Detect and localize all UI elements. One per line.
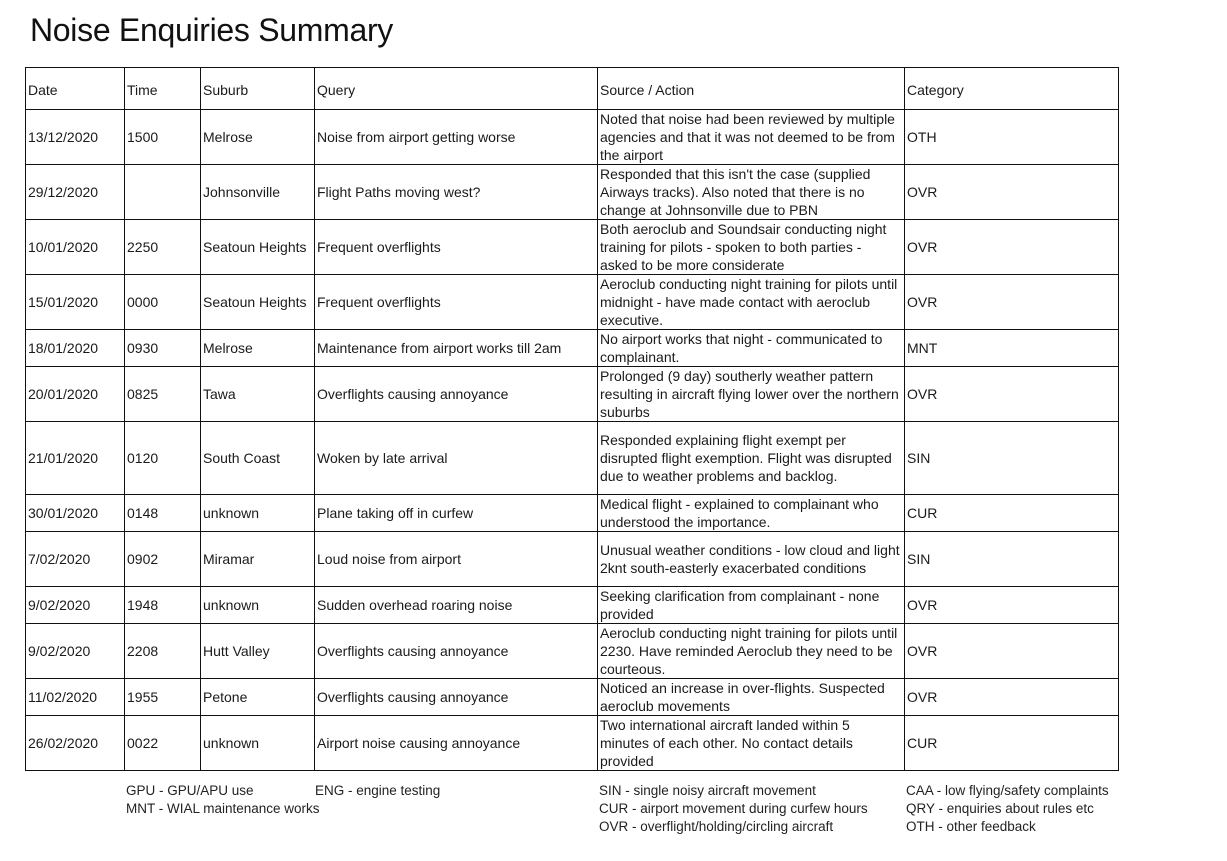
cell-source-action: Two international aircraft landed within 5 minutes of each other. No contact details provided (598, 716, 905, 771)
cell-suburb: South Coast (201, 422, 315, 495)
cell-source-action: Medical flight - explained to complainant who understood the importance. (598, 495, 905, 532)
cell-date: 15/01/2020 (26, 275, 125, 330)
cell-time: 0825 (125, 367, 201, 422)
cell-suburb: Hutt Valley (201, 624, 315, 679)
cell-date: 9/02/2020 (26, 624, 125, 679)
enquiries-table (25, 67, 1119, 771)
cell-category: SIN (905, 532, 1119, 587)
cell-source-action: Seeking clarification from complainant - none provided (598, 587, 905, 624)
cell-category: OVR (905, 165, 1119, 220)
cell-category: OVR (905, 587, 1119, 624)
cell-source-action: Both aeroclub and Soundsair conducting night training for pilots - spoken to both parties - asked to be more considerate (598, 220, 905, 275)
cell-date: 29/12/2020 (26, 165, 125, 220)
table-row (26, 330, 1119, 367)
cell-category: SIN (905, 422, 1119, 495)
cell-date: 10/01/2020 (26, 220, 125, 275)
cell-source-action: Prolonged (9 day) southerly weather pattern resulting in aircraft flying lower over the northern suburbs (598, 367, 905, 422)
cell-source-action: Responded explaining flight exempt per disrupted flight exemption. Flight was disrupted due to weather problems and backlog. (598, 422, 905, 495)
cell-time: 1500 (125, 110, 201, 165)
header-suburb: Suburb (201, 68, 315, 110)
cell-category: MNT (905, 330, 1119, 367)
cell-query: Woken by late arrival (315, 422, 598, 495)
table-body (26, 110, 1119, 771)
legend-sin: SIN - single noisy aircraft movement (599, 783, 816, 798)
cell-category: CUR (905, 716, 1119, 771)
cell-suburb: Seatoun Heights (201, 275, 315, 330)
cell-time (125, 165, 201, 220)
header-source-action: Source / Action (598, 68, 905, 110)
cell-query: Noise from airport getting worse (315, 110, 598, 165)
cell-suburb: unknown (201, 495, 315, 532)
cell-suburb: Miramar (201, 532, 315, 587)
cell-suburb: Melrose (201, 330, 315, 367)
cell-date: 20/01/2020 (26, 367, 125, 422)
page-title: Noise Enquiries Summary (30, 12, 394, 48)
cell-query: Overflights causing annoyance (315, 624, 598, 679)
cell-category: OVR (905, 220, 1119, 275)
cell-query: Overflights causing annoyance (315, 367, 598, 422)
cell-time: 0148 (125, 495, 201, 532)
legend-column-3 (599, 782, 868, 836)
table-header-row (26, 68, 1119, 110)
header-time: Time (125, 68, 201, 110)
cell-source-action: Aeroclub conducting night training for pilots until 2230. Have reminded Aeroclub they need to be courteous. (598, 624, 905, 679)
cell-time: 1955 (125, 679, 201, 716)
legend-oth: OTH - other feedback (906, 819, 1036, 834)
table-row (26, 716, 1119, 771)
header-category: Category (905, 68, 1119, 110)
cell-query: Overflights causing annoyance (315, 679, 598, 716)
table-row (26, 495, 1119, 532)
cell-source-action: Responded that this isn't the case (supplied Airways tracks). Also noted that there is no change at Johnsonville due to PBN (598, 165, 905, 220)
cell-time: 0930 (125, 330, 201, 367)
legend-column-2 (315, 782, 440, 800)
cell-query: Sudden overhead roaring noise (315, 587, 598, 624)
cell-source-action: Noted that noise had been reviewed by multiple agencies and that it was not deemed to be from the airport (598, 110, 905, 165)
legend-caa: CAA - low flying/safety complaints (906, 783, 1109, 798)
header-date: Date (26, 68, 125, 110)
cell-query: Frequent overflights (315, 275, 598, 330)
legend-column-1 (126, 782, 320, 818)
cell-category: OVR (905, 679, 1119, 716)
table-row (26, 275, 1119, 330)
cell-category: CUR (905, 495, 1119, 532)
table-row (26, 165, 1119, 220)
table-row (26, 679, 1119, 716)
cell-date: 26/02/2020 (26, 716, 125, 771)
cell-source-action: Noticed an increase in over-flights. Suspected aeroclub movements (598, 679, 905, 716)
table-row (26, 422, 1119, 495)
cell-time: 0022 (125, 716, 201, 771)
cell-date: 18/01/2020 (26, 330, 125, 367)
cell-suburb: Melrose (201, 110, 315, 165)
cell-query: Flight Paths moving west? (315, 165, 598, 220)
cell-time: 2250 (125, 220, 201, 275)
cell-date: 13/12/2020 (26, 110, 125, 165)
cell-query: Maintenance from airport works till 2am (315, 330, 598, 367)
cell-suburb: Petone (201, 679, 315, 716)
cell-date: 21/01/2020 (26, 422, 125, 495)
table-row (26, 367, 1119, 422)
table-row (26, 110, 1119, 165)
cell-time: 0902 (125, 532, 201, 587)
cell-query: Plane taking off in curfew (315, 495, 598, 532)
header-query: Query (315, 68, 598, 110)
legend-gpu: GPU - GPU/APU use (126, 783, 254, 798)
legend-ovr: OVR - overflight/holding/circling aircraft (599, 819, 834, 834)
table-row (26, 532, 1119, 587)
cell-date: 7/02/2020 (26, 532, 125, 587)
cell-category: OVR (905, 624, 1119, 679)
legend-column-4 (906, 782, 1109, 836)
cell-category: OVR (905, 367, 1119, 422)
cell-source-action: Aeroclub conducting night training for pilots until midnight - have made contact with aeroclub executive. (598, 275, 905, 330)
cell-date: 9/02/2020 (26, 587, 125, 624)
legend-eng: ENG - engine testing (315, 783, 441, 798)
cell-category: OTH (905, 110, 1119, 165)
cell-date: 11/02/2020 (26, 679, 125, 716)
table-row (26, 587, 1119, 624)
cell-source-action: No airport works that night - communicated to complainant. (598, 330, 905, 367)
cell-time: 0120 (125, 422, 201, 495)
legend-cur: CUR - airport movement during curfew hours (599, 801, 868, 816)
cell-suburb: unknown (201, 587, 315, 624)
cell-suburb: Seatoun Heights (201, 220, 315, 275)
legend-qry: QRY - enquiries about rules etc (906, 801, 1094, 816)
cell-date: 30/01/2020 (26, 495, 125, 532)
cell-query: Airport noise causing annoyance (315, 716, 598, 771)
cell-suburb: Tawa (201, 367, 315, 422)
cell-source-action: Unusual weather conditions - low cloud and light 2knt south-easterly exacerbated conditions (598, 532, 905, 587)
cell-suburb: Johnsonville (201, 165, 315, 220)
cell-time: 2208 (125, 624, 201, 679)
cell-query: Loud noise from airport (315, 532, 598, 587)
cell-suburb: unknown (201, 716, 315, 771)
table-row (26, 624, 1119, 679)
table-row (26, 220, 1119, 275)
legend-mnt: MNT - WIAL maintenance works (126, 801, 320, 816)
cell-time: 1948 (125, 587, 201, 624)
cell-query: Frequent overflights (315, 220, 598, 275)
cell-time: 0000 (125, 275, 201, 330)
cell-category: OVR (905, 275, 1119, 330)
